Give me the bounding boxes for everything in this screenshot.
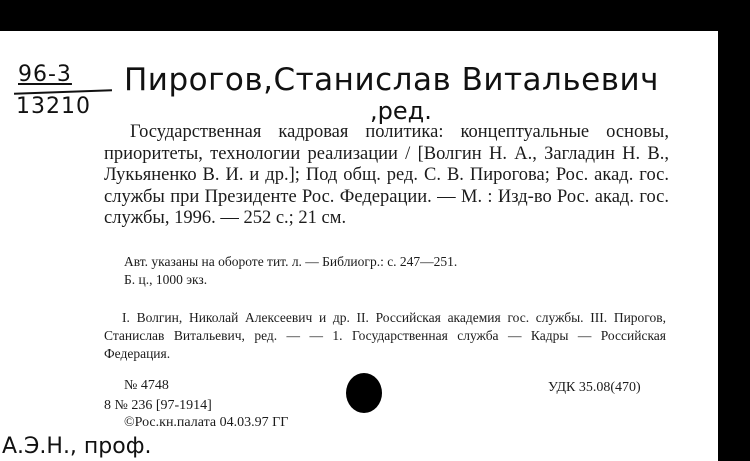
- udc-code: УДК 35.08(470): [548, 380, 641, 395]
- handwritten-bottom-note: А.Э.Н., проф.: [2, 434, 152, 459]
- shelf-mark-top: 96-3: [18, 62, 72, 87]
- card-number: № 4748: [124, 378, 169, 393]
- shelf-mark-bottom: 13210: [16, 94, 91, 119]
- handwritten-author: Пирогов,Станислав Витальевич: [124, 62, 659, 98]
- scan-border-top: [0, 0, 750, 31]
- title-entry: Государственная кадровая политика: концептуальные основы, приоритеты, технологии реализации / [Волгин Н. А., Загладин Н. В., Лукьяненко В. И. и др.]; Под общ. ред. С. В. Пирогова; Рос. акад. гос. службы при Президенте Рос. Федерации. — М. : Изд-во Рос. акад. гос. службы, 1996. — 252 с.; 21 см.: [104, 122, 669, 228]
- scan-border-right: [718, 0, 750, 461]
- handwritten-role: ,ред.: [370, 97, 432, 125]
- note-price: Б. ц., 1000 экз.: [124, 272, 208, 287]
- punch-hole: [346, 373, 382, 413]
- lower-number: 8 № 236 [97-1914]: [104, 398, 212, 413]
- book-chamber-stamp: ©Рос.кн.палата 04.03.97 ГГ: [124, 415, 289, 430]
- note-authors: Авт. указаны на обороте тит. л. — Библиогр.: с. 247—251.: [124, 254, 458, 269]
- tracings: I. Волгин, Николай Алексеевич и др. II. Российская академия гос. службы. III. Пирогов, Станислав Витальевич, ред. — — 1. Государственная служба — Кадры — Российская Федерация.: [104, 310, 666, 361]
